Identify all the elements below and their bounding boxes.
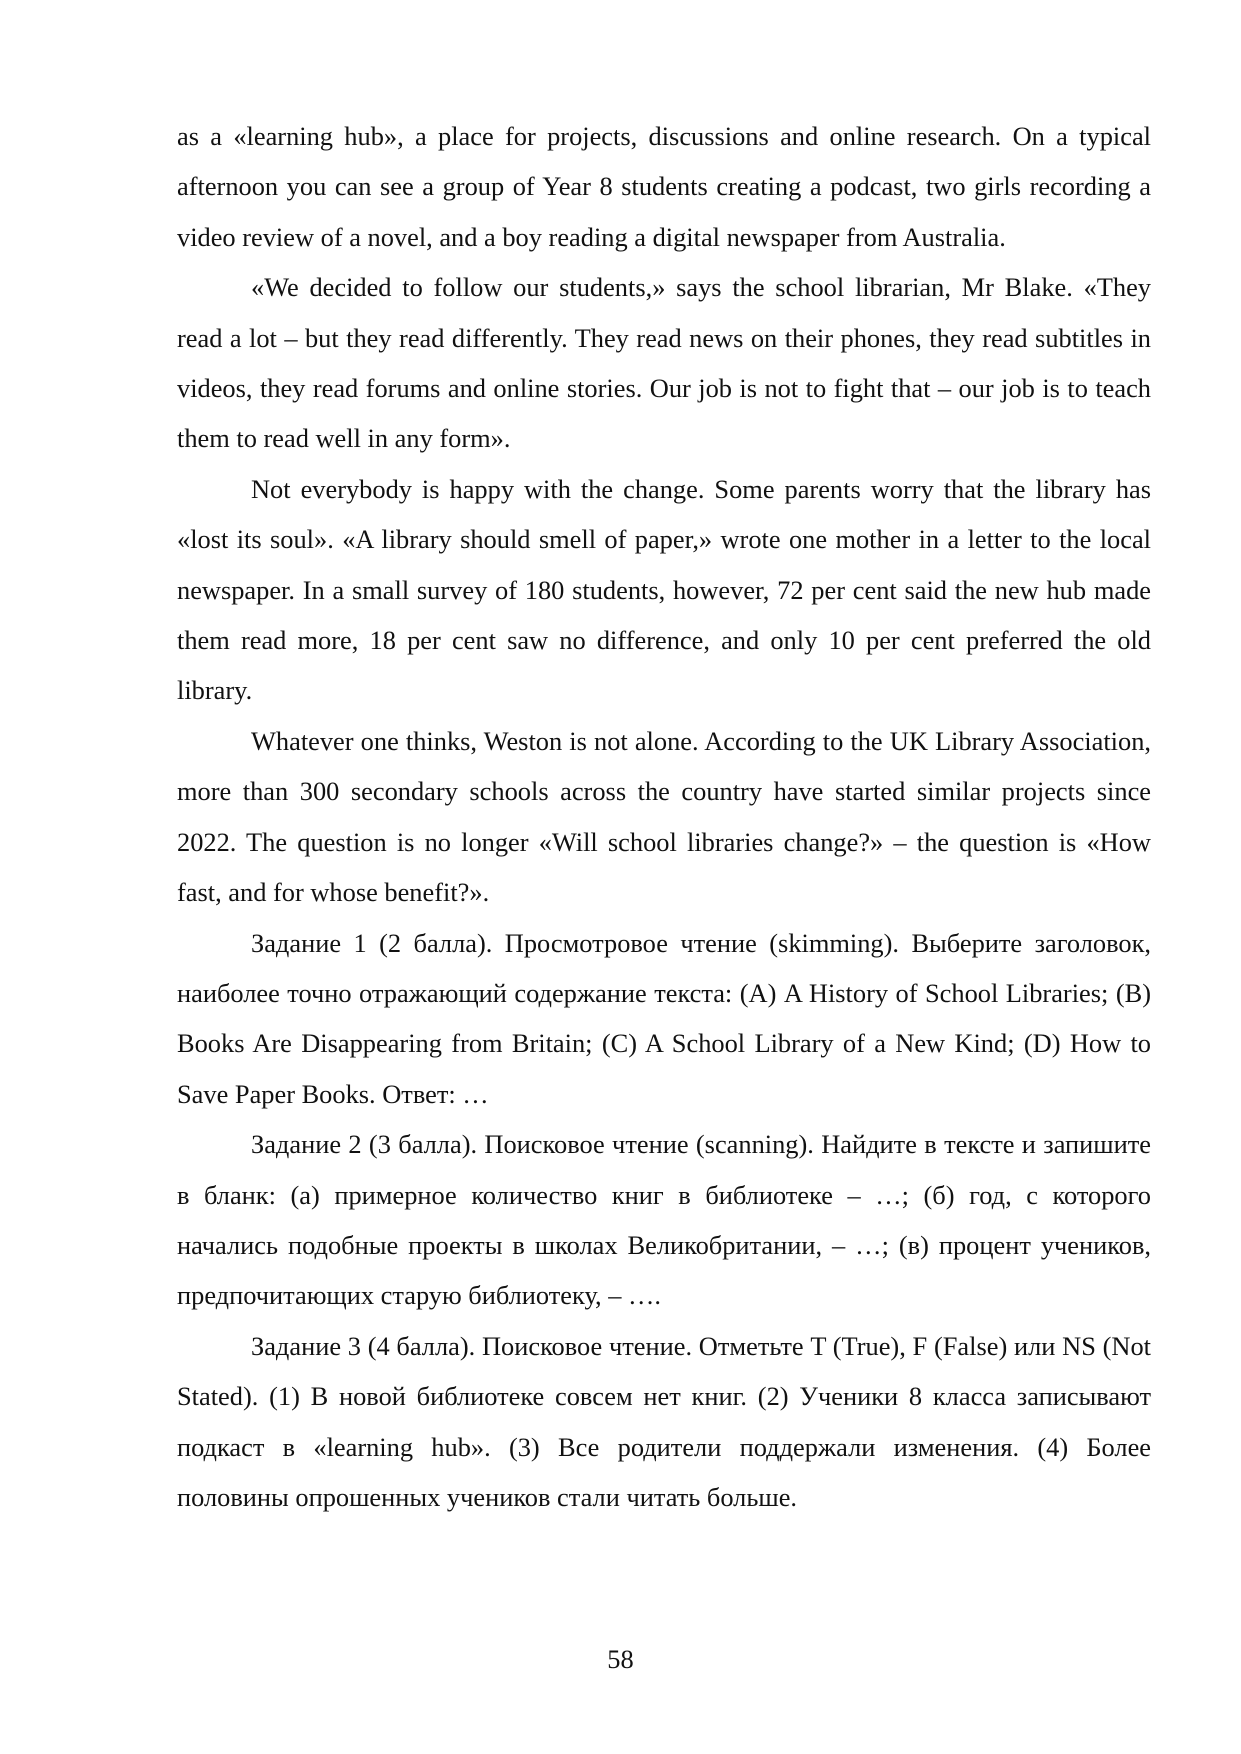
task-3-true-false: Задание 3 (4 балла). Поисковое чтение. Отметьте T (True), F (False) или NS (Not Stated). (1) В новой библиотеке совсем нет книг. (2) Ученики 8 класса записывают подкаст в «learning hub». (3) Все родители поддержали изменения. (4) Более половины опрошенных учеников стали читать больше.: [177, 1330, 1151, 1512]
paragraph-parents-survey: Not everybody is happy with the change. Some parents worry that the library has «lost its soul». «A library should smell of paper,» wrote one mother in a letter to the local newspaper. In a small survey of 180 students, however, 72 per cent said the new hub made them read more, 18 per cent saw no difference, and only 10 per cent preferred the old library.: [177, 473, 1151, 706]
page-number: 58: [607, 1644, 634, 1674]
paragraph-weston-not-alone: Whatever one thinks, Weston is not alone. According to the UK Library Association, more than 300 secondary schools across the country have started similar projects since 2022. The question is no longer «Will school libraries change?» – the question is «How fast, and for whose benefit?».: [177, 725, 1151, 908]
paragraph-librarian-quote: «We decided to follow our students,» says the school librarian, Mr Blake. «They read a lot – but they read differently. They read news on their phones, they read subtitles in videos, they read forums and online stories. Our job is not to fight that – our job is to teach them to read well in any form».: [177, 272, 1151, 454]
task-1-skimming: Задание 1 (2 балла). Просмотровое чтение (skimming). Выберите заголовок, наиболее точно отражающий содержание текста: (A) A History of School Libraries; (B) Books Are Disappearing from Britain; (C) A School Library of a New Kind; (D) How to Save Paper Books. Ответ: …: [177, 927, 1151, 1109]
body-text: [177, 111, 1151, 1522]
task-2-scanning: Задание 2 (3 балла). Поисковое чтение (scanning). Найдите в тексте и запишите в бланк: (а) примерное количество книг в библиотеке – …; (б) год, с которого начались подобные проекты в школах Великобритании, – …; (в) процент учеников, предпочитающих старую библиотеку, – ….: [177, 1129, 1151, 1311]
paragraph-learning-hub: as a «learning hub», a place for projects, discussions and online research. On a typical afternoon you can see a group of Year 8 students creating a podcast, two girls recording a video review of a novel, and a boy reading a digital newspaper from Australia.: [177, 121, 1151, 252]
